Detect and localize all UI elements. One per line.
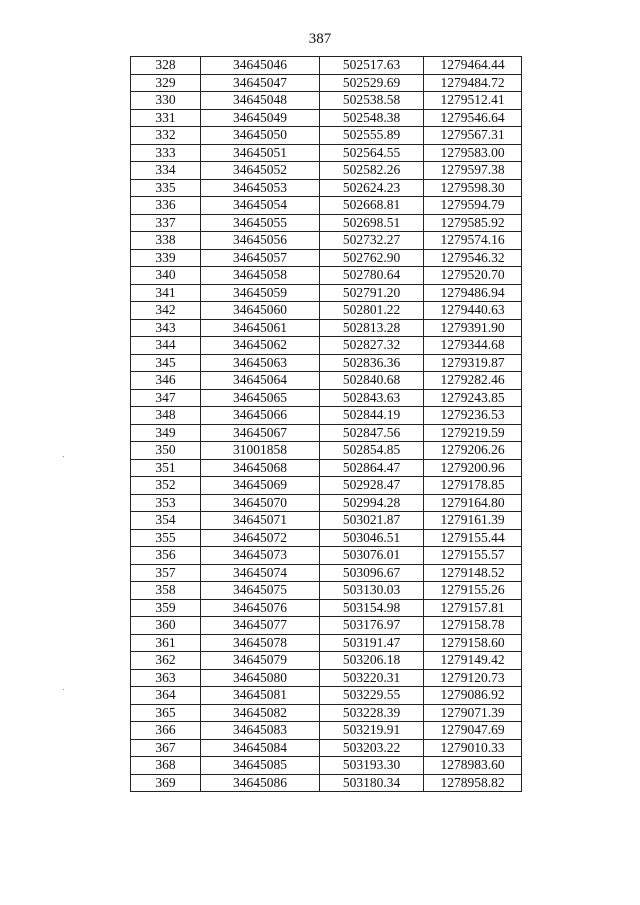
point-id-cell: 34645069: [201, 477, 320, 495]
y-coordinate-cell: 1279440.63: [424, 302, 522, 320]
point-number-cell: 348: [131, 407, 201, 425]
x-coordinate-cell: 503154.98: [320, 599, 424, 617]
point-number-cell: 358: [131, 582, 201, 600]
point-number-cell: 342: [131, 302, 201, 320]
y-coordinate-cell: 1279585.92: [424, 214, 522, 232]
point-id-cell: 34645052: [201, 162, 320, 180]
point-number-cell: 346: [131, 372, 201, 390]
x-coordinate-cell: 503046.51: [320, 529, 424, 547]
table-row: [131, 424, 522, 442]
table-row: [131, 284, 522, 302]
y-coordinate-cell: 1279155.44: [424, 529, 522, 547]
page-number: 387: [308, 31, 332, 47]
point-id-cell: 34645084: [201, 739, 320, 757]
point-id-cell: 34645064: [201, 372, 320, 390]
x-coordinate-cell: 502801.22: [320, 302, 424, 320]
point-number-cell: 351: [131, 459, 201, 477]
point-id-cell: 34645063: [201, 354, 320, 372]
point-number-cell: 336: [131, 197, 201, 215]
x-coordinate-cell: 503176.97: [320, 617, 424, 635]
point-number-cell: 369: [131, 774, 201, 792]
point-id-cell: 34645054: [201, 197, 320, 215]
y-coordinate-cell: 1279071.39: [424, 704, 522, 722]
point-number-cell: 339: [131, 249, 201, 267]
x-coordinate-cell: 503130.03: [320, 582, 424, 600]
point-id-cell: 34645079: [201, 652, 320, 670]
table-row: [131, 652, 522, 670]
point-id-cell: 34645050: [201, 127, 320, 145]
x-coordinate-cell: 503229.55: [320, 687, 424, 705]
x-coordinate-cell: 503021.87: [320, 512, 424, 530]
x-coordinate-cell: 503206.18: [320, 652, 424, 670]
table-row: [131, 617, 522, 635]
x-coordinate-cell: 503193.30: [320, 757, 424, 775]
point-id-cell: 34645049: [201, 109, 320, 127]
point-number-cell: 359: [131, 599, 201, 617]
point-id-cell: 34645083: [201, 722, 320, 740]
x-coordinate-cell: 502555.89: [320, 127, 424, 145]
x-coordinate-cell: 502732.27: [320, 232, 424, 250]
point-id-cell: 34645070: [201, 494, 320, 512]
x-coordinate-cell: 502582.26: [320, 162, 424, 180]
table-row: [131, 179, 522, 197]
point-number-cell: 360: [131, 617, 201, 635]
point-number-cell: 367: [131, 739, 201, 757]
point-number-cell: 333: [131, 144, 201, 162]
y-coordinate-cell: 1279120.73: [424, 669, 522, 687]
point-id-cell: 34645059: [201, 284, 320, 302]
point-number-cell: 344: [131, 337, 201, 355]
y-coordinate-cell: 1278983.60: [424, 757, 522, 775]
point-id-cell: 34645062: [201, 337, 320, 355]
x-coordinate-cell: 502564.55: [320, 144, 424, 162]
y-coordinate-cell: 1279178.85: [424, 477, 522, 495]
x-coordinate-cell: 502994.28: [320, 494, 424, 512]
y-coordinate-cell: 1279206.26: [424, 442, 522, 460]
x-coordinate-cell: 503219.91: [320, 722, 424, 740]
x-coordinate-cell: 502847.56: [320, 424, 424, 442]
table-row: [131, 249, 522, 267]
point-id-cell: 34645046: [201, 57, 320, 75]
y-coordinate-cell: 1279155.57: [424, 547, 522, 565]
x-coordinate-cell: 502780.64: [320, 267, 424, 285]
y-coordinate-cell: 1279086.92: [424, 687, 522, 705]
y-coordinate-cell: 1279047.69: [424, 722, 522, 740]
point-number-cell: 340: [131, 267, 201, 285]
table-row: [131, 389, 522, 407]
point-id-cell: 34645058: [201, 267, 320, 285]
table-row: [131, 372, 522, 390]
point-number-cell: 331: [131, 109, 201, 127]
x-coordinate-cell: 502854.85: [320, 442, 424, 460]
y-coordinate-cell: 1279520.70: [424, 267, 522, 285]
point-number-cell: 366: [131, 722, 201, 740]
x-coordinate-cell: 503191.47: [320, 634, 424, 652]
y-coordinate-cell: 1279484.72: [424, 74, 522, 92]
point-number-cell: 357: [131, 564, 201, 582]
x-coordinate-cell: 502928.47: [320, 477, 424, 495]
point-number-cell: 356: [131, 547, 201, 565]
y-coordinate-cell: 1279567.31: [424, 127, 522, 145]
table-row: [131, 739, 522, 757]
y-coordinate-cell: 1279598.30: [424, 179, 522, 197]
table-row: [131, 319, 522, 337]
table-row: [131, 232, 522, 250]
y-coordinate-cell: 1279157.81: [424, 599, 522, 617]
point-id-cell: 34645072: [201, 529, 320, 547]
table-row: [131, 547, 522, 565]
point-number-cell: 363: [131, 669, 201, 687]
point-id-cell: 31001858: [201, 442, 320, 460]
table-row: [131, 442, 522, 460]
point-id-cell: 34645065: [201, 389, 320, 407]
y-coordinate-cell: 1279574.16: [424, 232, 522, 250]
point-number-cell: 347: [131, 389, 201, 407]
y-coordinate-cell: 1279391.90: [424, 319, 522, 337]
table-row: [131, 757, 522, 775]
table-row: [131, 144, 522, 162]
table-row: [131, 109, 522, 127]
x-coordinate-cell: 502624.23: [320, 179, 424, 197]
y-coordinate-cell: 1279219.59: [424, 424, 522, 442]
table-row: [131, 354, 522, 372]
point-id-cell: 34645077: [201, 617, 320, 635]
scan-speck: [63, 689, 64, 690]
y-coordinate-cell: 1279200.96: [424, 459, 522, 477]
x-coordinate-cell: 503096.67: [320, 564, 424, 582]
point-number-cell: 334: [131, 162, 201, 180]
table-row: [131, 214, 522, 232]
x-coordinate-cell: 502843.63: [320, 389, 424, 407]
table-row: [131, 197, 522, 215]
table-row: [131, 407, 522, 425]
point-number-cell: 343: [131, 319, 201, 337]
point-id-cell: 34645068: [201, 459, 320, 477]
point-id-cell: 34645056: [201, 232, 320, 250]
y-coordinate-cell: 1279344.68: [424, 337, 522, 355]
point-number-cell: 338: [131, 232, 201, 250]
y-coordinate-cell: 1279149.42: [424, 652, 522, 670]
x-coordinate-cell: 503220.31: [320, 669, 424, 687]
point-number-cell: 368: [131, 757, 201, 775]
table-row: [131, 494, 522, 512]
table-row: [131, 722, 522, 740]
x-coordinate-cell: 502538.58: [320, 92, 424, 110]
table-row: [131, 564, 522, 582]
x-coordinate-cell: 502836.36: [320, 354, 424, 372]
point-id-cell: 34645081: [201, 687, 320, 705]
table-row: [131, 634, 522, 652]
x-coordinate-cell: 502791.20: [320, 284, 424, 302]
y-coordinate-cell: 1279155.26: [424, 582, 522, 600]
x-coordinate-cell: 503203.22: [320, 739, 424, 757]
y-coordinate-cell: 1279512.41: [424, 92, 522, 110]
point-id-cell: 34645047: [201, 74, 320, 92]
table-row: [131, 267, 522, 285]
x-coordinate-cell: 502864.47: [320, 459, 424, 477]
y-coordinate-cell: 1279164.80: [424, 494, 522, 512]
x-coordinate-cell: 502529.69: [320, 74, 424, 92]
x-coordinate-cell: 502844.19: [320, 407, 424, 425]
point-id-cell: 34645060: [201, 302, 320, 320]
x-coordinate-cell: 502548.38: [320, 109, 424, 127]
table-row: [131, 774, 522, 792]
point-number-cell: 350: [131, 442, 201, 460]
point-number-cell: 337: [131, 214, 201, 232]
y-coordinate-cell: 1279597.38: [424, 162, 522, 180]
y-coordinate-cell: 1279319.87: [424, 354, 522, 372]
x-coordinate-cell: 502762.90: [320, 249, 424, 267]
point-number-cell: 328: [131, 57, 201, 75]
x-coordinate-cell: 502517.63: [320, 57, 424, 75]
y-coordinate-cell: 1279583.00: [424, 144, 522, 162]
point-number-cell: 365: [131, 704, 201, 722]
y-coordinate-cell: 1279282.46: [424, 372, 522, 390]
point-id-cell: 34645053: [201, 179, 320, 197]
x-coordinate-cell: 502813.28: [320, 319, 424, 337]
table-row: [131, 477, 522, 495]
y-coordinate-cell: 1279158.78: [424, 617, 522, 635]
point-number-cell: 354: [131, 512, 201, 530]
point-id-cell: 34645080: [201, 669, 320, 687]
point-id-cell: 34645086: [201, 774, 320, 792]
point-number-cell: 362: [131, 652, 201, 670]
point-number-cell: 335: [131, 179, 201, 197]
x-coordinate-cell: 503180.34: [320, 774, 424, 792]
table-row: [131, 337, 522, 355]
table-row: [131, 687, 522, 705]
table-row: [131, 512, 522, 530]
x-coordinate-cell: 503228.39: [320, 704, 424, 722]
point-number-cell: 332: [131, 127, 201, 145]
x-coordinate-cell: 502840.68: [320, 372, 424, 390]
point-id-cell: 34645078: [201, 634, 320, 652]
y-coordinate-cell: 1279464.44: [424, 57, 522, 75]
point-number-cell: 330: [131, 92, 201, 110]
scan-speck: [63, 456, 64, 457]
coordinates-table: [130, 56, 522, 792]
table-row: [131, 92, 522, 110]
point-id-cell: 34645066: [201, 407, 320, 425]
point-number-cell: 353: [131, 494, 201, 512]
y-coordinate-cell: 1279486.94: [424, 284, 522, 302]
y-coordinate-cell: 1279158.60: [424, 634, 522, 652]
point-id-cell: 34645085: [201, 757, 320, 775]
table-row: [131, 669, 522, 687]
point-number-cell: 361: [131, 634, 201, 652]
x-coordinate-cell: 502698.51: [320, 214, 424, 232]
y-coordinate-cell: 1279010.33: [424, 739, 522, 757]
table-row: [131, 459, 522, 477]
point-id-cell: 34645074: [201, 564, 320, 582]
point-number-cell: 352: [131, 477, 201, 495]
point-number-cell: 364: [131, 687, 201, 705]
x-coordinate-cell: 502668.81: [320, 197, 424, 215]
y-coordinate-cell: 1279594.79: [424, 197, 522, 215]
point-id-cell: 34645075: [201, 582, 320, 600]
y-coordinate-cell: 1279161.39: [424, 512, 522, 530]
point-number-cell: 349: [131, 424, 201, 442]
table-row: [131, 57, 522, 75]
point-id-cell: 34645055: [201, 214, 320, 232]
point-id-cell: 34645076: [201, 599, 320, 617]
y-coordinate-cell: 1278958.82: [424, 774, 522, 792]
coordinates-table-body: [131, 57, 522, 792]
y-coordinate-cell: 1279546.64: [424, 109, 522, 127]
point-id-cell: 34645082: [201, 704, 320, 722]
x-coordinate-cell: 503076.01: [320, 547, 424, 565]
y-coordinate-cell: 1279148.52: [424, 564, 522, 582]
point-id-cell: 34645061: [201, 319, 320, 337]
y-coordinate-cell: 1279546.32: [424, 249, 522, 267]
point-id-cell: 34645067: [201, 424, 320, 442]
table-row: [131, 582, 522, 600]
table-row: [131, 704, 522, 722]
table-row: [131, 302, 522, 320]
point-id-cell: 34645057: [201, 249, 320, 267]
point-number-cell: 329: [131, 74, 201, 92]
point-id-cell: 34645073: [201, 547, 320, 565]
table-row: [131, 599, 522, 617]
table-row: [131, 74, 522, 92]
point-id-cell: 34645071: [201, 512, 320, 530]
x-coordinate-cell: 502827.32: [320, 337, 424, 355]
point-number-cell: 345: [131, 354, 201, 372]
y-coordinate-cell: 1279243.85: [424, 389, 522, 407]
point-id-cell: 34645048: [201, 92, 320, 110]
table-row: [131, 529, 522, 547]
table-row: [131, 127, 522, 145]
point-number-cell: 355: [131, 529, 201, 547]
table-row: [131, 162, 522, 180]
point-id-cell: 34645051: [201, 144, 320, 162]
point-number-cell: 341: [131, 284, 201, 302]
y-coordinate-cell: 1279236.53: [424, 407, 522, 425]
